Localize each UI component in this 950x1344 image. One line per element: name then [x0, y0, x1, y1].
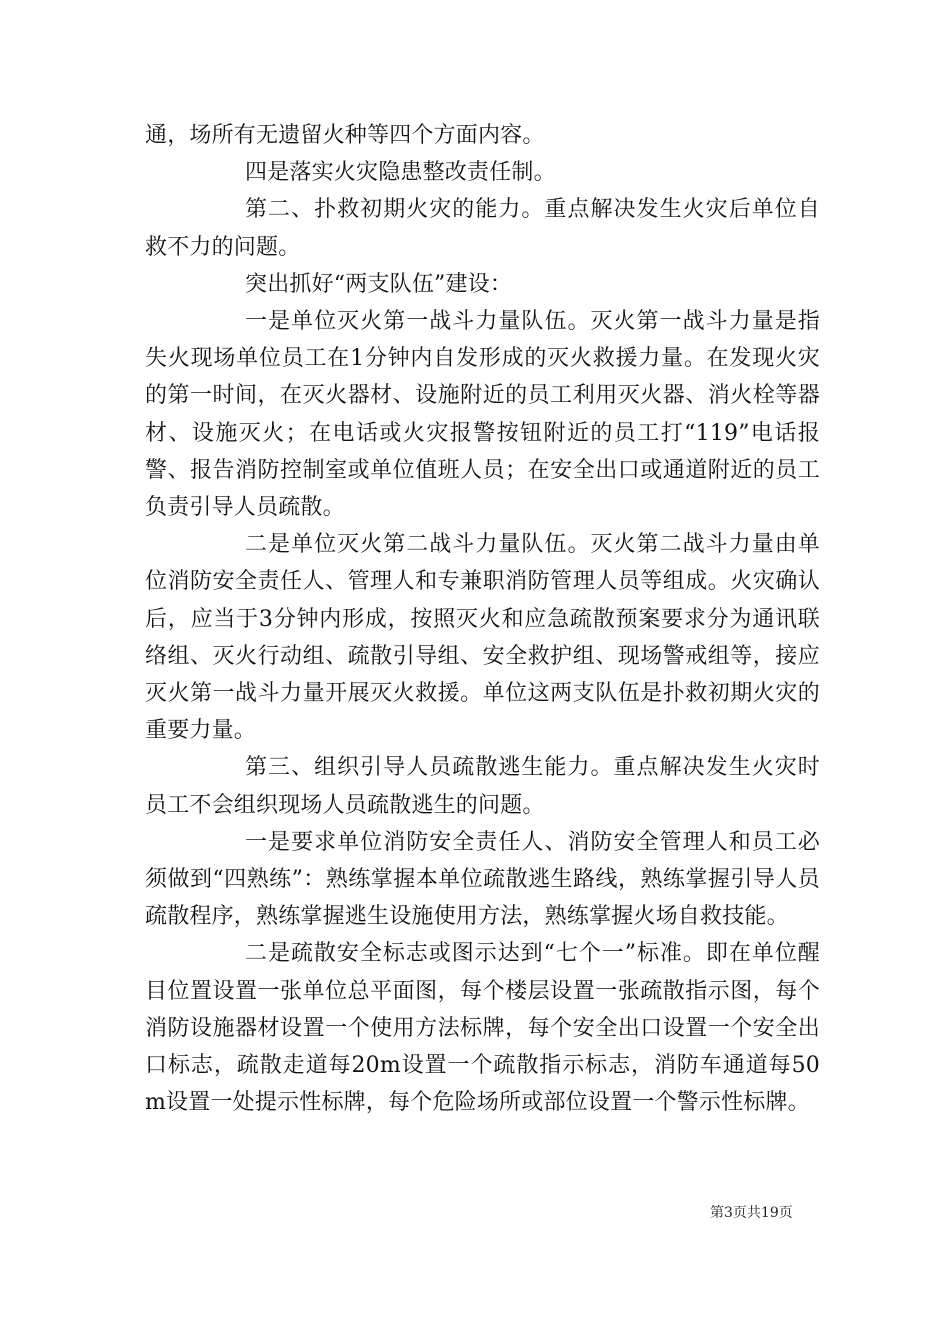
paragraph-1: 通，场所有无遗留火种等四个方面内容。 — [145, 123, 545, 148]
paragraph-9: 二是疏散安全标志或图示达到“七个一”标准。即在单位醒目位置设置一张单位总平面图，每个楼层设置一张疏散指示图，每个消防设施器材设置一个使用方法标牌，每个安全出口设置一个安全出口标志，疏散走道每20m设置一个疏散指示标志，消防车通道每50m设置一处提示性标牌，每个危险场所或部位设置一个警示性标牌。 — [145, 941, 820, 1116]
paragraph-7: 第三、组织引导人员疏散逃生能力。重点解决发生火灾时员工不会组织现场人员疏散逃生的问题。 — [145, 755, 820, 818]
paragraph-3: 第二、扑救初期火灾的能力。重点解决发生火灾后单位自救不力的问题。 — [145, 197, 820, 260]
paragraph-6: 二是单位灭火第二战斗力量队伍。灭火第二战斗力量由单位消防安全责任人、管理人和专兼职消防管理人员等组成。火灾确认后，应当于3分钟内形成，按照灭火和应急疏散预案要求分为通讯联络组、灭火行动组、疏散引导组、安全救护组、现场警戒组等，接应灭火第一战斗力量开展灭火救援。单位这两支队伍是扑救初期火灾的重要力量。 — [145, 532, 820, 744]
document-body — [145, 117, 820, 1121]
paragraph-4: 突出抓好“两支队伍”建设： — [245, 271, 513, 297]
page-number-footer: 第3页共19页 — [710, 1205, 793, 1221]
paragraph-2: 四是落实火灾隐患整改责任制。 — [245, 160, 556, 186]
paragraph-8: 一是要求单位消防安全责任人、消防安全管理人和员工必须做到“四熟练”：熟练掌握本单位疏散逃生路线，熟练掌握引导人员疏散程序，熟练掌握逃生设施使用方法，熟练掌握火场自救技能。 — [145, 829, 820, 930]
paragraph-5: 一是单位灭火第一战斗力量队伍。灭火第一战斗力量是指失火现场单位员工在1分钟内自发形成的灭火救援力量。在发现火灾的第一时间，在灭火器材、设施附近的员工利用灭火器、消火栓等器材、设施灭火；在电话或火灾报警按钮附近的员工打“119”电话报警、报告消防控制室或单位值班人员；在安全出口或通道附近的员工负责引导人员疏散。 — [145, 309, 820, 521]
